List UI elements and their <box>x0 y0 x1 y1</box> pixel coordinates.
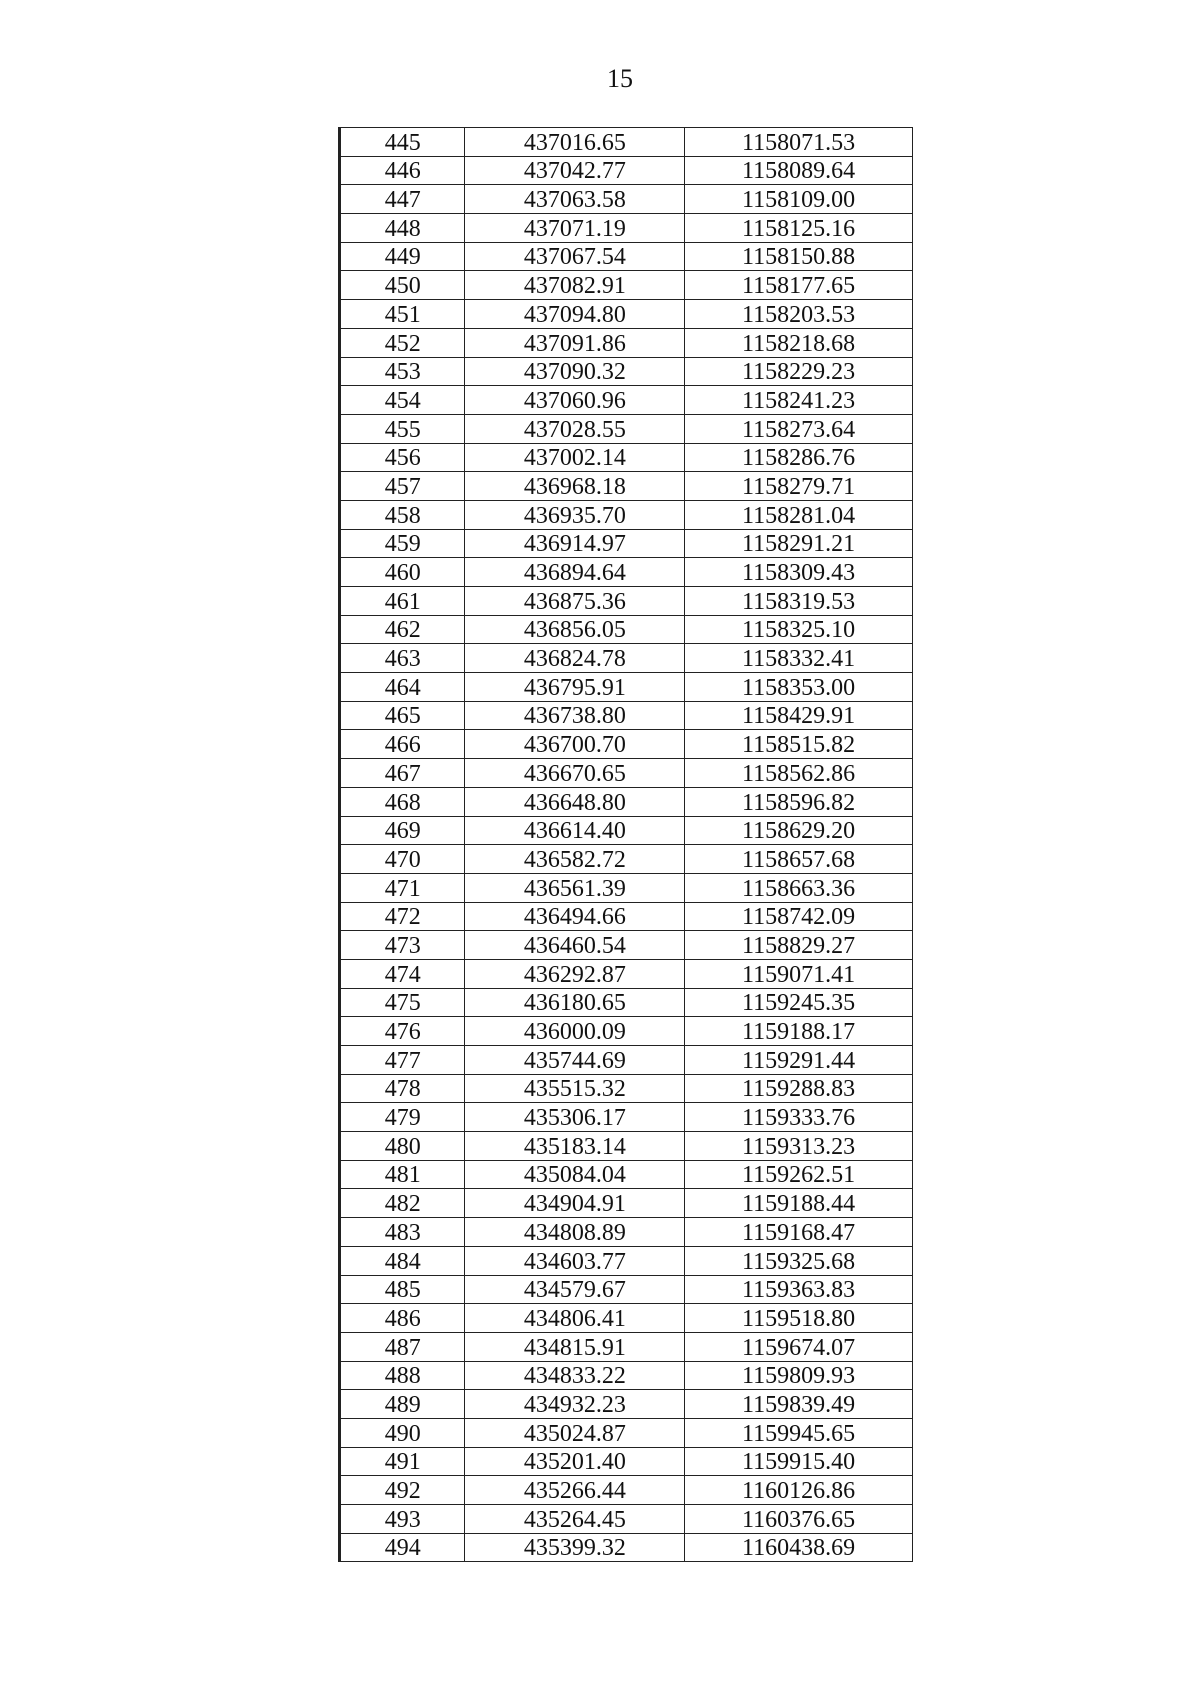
table-row <box>340 386 913 415</box>
point-number-cell: 471 <box>340 873 465 902</box>
table-row <box>340 185 913 214</box>
x-coordinate-cell: 436968.18 <box>465 472 685 501</box>
x-coordinate-cell: 434808.89 <box>465 1218 685 1247</box>
table-row <box>340 414 913 443</box>
coordinates-table <box>338 127 913 1562</box>
x-coordinate-cell: 435264.45 <box>465 1505 685 1534</box>
point-number-cell: 474 <box>340 959 465 988</box>
point-number-cell: 487 <box>340 1332 465 1361</box>
y-coordinate-cell: 1159188.44 <box>685 1189 913 1218</box>
y-coordinate-cell: 1159363.83 <box>685 1275 913 1304</box>
table-row <box>340 902 913 931</box>
y-coordinate-cell: 1158279.71 <box>685 472 913 501</box>
x-coordinate-cell: 436582.72 <box>465 845 685 874</box>
point-number-cell: 491 <box>340 1447 465 1476</box>
table-row <box>340 701 913 730</box>
y-coordinate-cell: 1158742.09 <box>685 902 913 931</box>
table-row <box>340 1304 913 1333</box>
x-coordinate-cell: 436292.87 <box>465 959 685 988</box>
y-coordinate-cell: 1158150.88 <box>685 242 913 271</box>
x-coordinate-cell: 436935.70 <box>465 500 685 529</box>
x-coordinate-cell: 436894.64 <box>465 558 685 587</box>
table-row <box>340 1103 913 1132</box>
x-coordinate-cell: 436180.65 <box>465 988 685 1017</box>
table-row <box>340 472 913 501</box>
point-number-cell: 486 <box>340 1304 465 1333</box>
point-number-cell: 468 <box>340 787 465 816</box>
table-row <box>340 214 913 243</box>
y-coordinate-cell: 1158629.20 <box>685 816 913 845</box>
y-coordinate-cell: 1159915.40 <box>685 1447 913 1476</box>
point-number-cell: 451 <box>340 300 465 329</box>
table-row <box>340 1361 913 1390</box>
table-row <box>340 873 913 902</box>
table-row <box>340 242 913 271</box>
table-row <box>340 1046 913 1075</box>
y-coordinate-cell: 1160438.69 <box>685 1533 913 1562</box>
y-coordinate-cell: 1160376.65 <box>685 1505 913 1534</box>
x-coordinate-cell: 436914.97 <box>465 529 685 558</box>
point-number-cell: 481 <box>340 1160 465 1189</box>
table-row <box>340 959 913 988</box>
x-coordinate-cell: 434815.91 <box>465 1332 685 1361</box>
y-coordinate-cell: 1158273.64 <box>685 414 913 443</box>
x-coordinate-cell: 436648.80 <box>465 787 685 816</box>
table-row <box>340 1332 913 1361</box>
x-coordinate-cell: 436614.40 <box>465 816 685 845</box>
table-row <box>340 443 913 472</box>
point-number-cell: 489 <box>340 1390 465 1419</box>
x-coordinate-cell: 437002.14 <box>465 443 685 472</box>
table-row <box>340 1447 913 1476</box>
point-number-cell: 475 <box>340 988 465 1017</box>
y-coordinate-cell: 1159291.44 <box>685 1046 913 1075</box>
table-row <box>340 988 913 1017</box>
point-number-cell: 447 <box>340 185 465 214</box>
table-row <box>340 1189 913 1218</box>
point-number-cell: 483 <box>340 1218 465 1247</box>
point-number-cell: 494 <box>340 1533 465 1562</box>
y-coordinate-cell: 1159188.17 <box>685 1017 913 1046</box>
y-coordinate-cell: 1159839.49 <box>685 1390 913 1419</box>
x-coordinate-cell: 436875.36 <box>465 587 685 616</box>
table-row <box>340 1160 913 1189</box>
y-coordinate-cell: 1158286.76 <box>685 443 913 472</box>
coordinates-table-body <box>340 128 913 1562</box>
table-row <box>340 816 913 845</box>
point-number-cell: 479 <box>340 1103 465 1132</box>
point-number-cell: 457 <box>340 472 465 501</box>
point-number-cell: 460 <box>340 558 465 587</box>
point-number-cell: 445 <box>340 128 465 157</box>
x-coordinate-cell: 435744.69 <box>465 1046 685 1075</box>
y-coordinate-cell: 1158353.00 <box>685 673 913 702</box>
table-row <box>340 615 913 644</box>
point-number-cell: 477 <box>340 1046 465 1075</box>
point-number-cell: 493 <box>340 1505 465 1534</box>
point-number-cell: 455 <box>340 414 465 443</box>
table-row <box>340 128 913 157</box>
y-coordinate-cell: 1159333.76 <box>685 1103 913 1132</box>
y-coordinate-cell: 1158281.04 <box>685 500 913 529</box>
y-coordinate-cell: 1158332.41 <box>685 644 913 673</box>
y-coordinate-cell: 1158203.53 <box>685 300 913 329</box>
y-coordinate-cell: 1158562.86 <box>685 759 913 788</box>
y-coordinate-cell: 1158657.68 <box>685 845 913 874</box>
y-coordinate-cell: 1158125.16 <box>685 214 913 243</box>
y-coordinate-cell: 1159945.65 <box>685 1418 913 1447</box>
y-coordinate-cell: 1159518.80 <box>685 1304 913 1333</box>
x-coordinate-cell: 437063.58 <box>465 185 685 214</box>
y-coordinate-cell: 1158829.27 <box>685 931 913 960</box>
x-coordinate-cell: 435306.17 <box>465 1103 685 1132</box>
table-row <box>340 1275 913 1304</box>
table-row <box>340 644 913 673</box>
point-number-cell: 478 <box>340 1074 465 1103</box>
table-row <box>340 1505 913 1534</box>
x-coordinate-cell: 437042.77 <box>465 156 685 185</box>
x-coordinate-cell: 435084.04 <box>465 1160 685 1189</box>
table-row <box>340 1246 913 1275</box>
x-coordinate-cell: 434806.41 <box>465 1304 685 1333</box>
x-coordinate-cell: 437071.19 <box>465 214 685 243</box>
point-number-cell: 456 <box>340 443 465 472</box>
table-row <box>340 730 913 759</box>
y-coordinate-cell: 1159674.07 <box>685 1332 913 1361</box>
table-row <box>340 1533 913 1562</box>
point-number-cell: 480 <box>340 1132 465 1161</box>
x-coordinate-cell: 436795.91 <box>465 673 685 702</box>
table-row <box>340 673 913 702</box>
table-row <box>340 759 913 788</box>
x-coordinate-cell: 437090.32 <box>465 357 685 386</box>
y-coordinate-cell: 1158089.64 <box>685 156 913 185</box>
table-row <box>340 787 913 816</box>
table-row <box>340 587 913 616</box>
y-coordinate-cell: 1158596.82 <box>685 787 913 816</box>
table-row <box>340 500 913 529</box>
point-number-cell: 488 <box>340 1361 465 1390</box>
point-number-cell: 463 <box>340 644 465 673</box>
y-coordinate-cell: 1158309.43 <box>685 558 913 587</box>
point-number-cell: 473 <box>340 931 465 960</box>
y-coordinate-cell: 1158319.53 <box>685 587 913 616</box>
table-row <box>340 931 913 960</box>
point-number-cell: 459 <box>340 529 465 558</box>
point-number-cell: 485 <box>340 1275 465 1304</box>
table-row <box>340 1132 913 1161</box>
x-coordinate-cell: 437091.86 <box>465 328 685 357</box>
point-number-cell: 450 <box>340 271 465 300</box>
y-coordinate-cell: 1159809.93 <box>685 1361 913 1390</box>
x-coordinate-cell: 435183.14 <box>465 1132 685 1161</box>
y-coordinate-cell: 1158429.91 <box>685 701 913 730</box>
x-coordinate-cell: 436460.54 <box>465 931 685 960</box>
x-coordinate-cell: 434579.67 <box>465 1275 685 1304</box>
point-number-cell: 454 <box>340 386 465 415</box>
table-row <box>340 558 913 587</box>
y-coordinate-cell: 1159262.51 <box>685 1160 913 1189</box>
y-coordinate-cell: 1158663.36 <box>685 873 913 902</box>
y-coordinate-cell: 1158515.82 <box>685 730 913 759</box>
table-row <box>340 156 913 185</box>
x-coordinate-cell: 436561.39 <box>465 873 685 902</box>
y-coordinate-cell: 1158218.68 <box>685 328 913 357</box>
y-coordinate-cell: 1159168.47 <box>685 1218 913 1247</box>
point-number-cell: 446 <box>340 156 465 185</box>
x-coordinate-cell: 436856.05 <box>465 615 685 644</box>
x-coordinate-cell: 436494.66 <box>465 902 685 931</box>
point-number-cell: 453 <box>340 357 465 386</box>
point-number-cell: 458 <box>340 500 465 529</box>
y-coordinate-cell: 1159325.68 <box>685 1246 913 1275</box>
point-number-cell: 490 <box>340 1418 465 1447</box>
y-coordinate-cell: 1158071.53 <box>685 128 913 157</box>
table-row <box>340 271 913 300</box>
table-row <box>340 357 913 386</box>
table-row <box>340 1418 913 1447</box>
y-coordinate-cell: 1160126.86 <box>685 1476 913 1505</box>
table-row <box>340 1476 913 1505</box>
x-coordinate-cell: 435399.32 <box>465 1533 685 1562</box>
x-coordinate-cell: 435201.40 <box>465 1447 685 1476</box>
point-number-cell: 492 <box>340 1476 465 1505</box>
x-coordinate-cell: 437082.91 <box>465 271 685 300</box>
table-row <box>340 845 913 874</box>
point-number-cell: 476 <box>340 1017 465 1046</box>
point-number-cell: 467 <box>340 759 465 788</box>
y-coordinate-cell: 1159288.83 <box>685 1074 913 1103</box>
y-coordinate-cell: 1158291.21 <box>685 529 913 558</box>
x-coordinate-cell: 437060.96 <box>465 386 685 415</box>
x-coordinate-cell: 434603.77 <box>465 1246 685 1275</box>
table-row <box>340 1390 913 1419</box>
point-number-cell: 452 <box>340 328 465 357</box>
x-coordinate-cell: 435024.87 <box>465 1418 685 1447</box>
table-row <box>340 1074 913 1103</box>
x-coordinate-cell: 434833.22 <box>465 1361 685 1390</box>
x-coordinate-cell: 435515.32 <box>465 1074 685 1103</box>
x-coordinate-cell: 435266.44 <box>465 1476 685 1505</box>
point-number-cell: 464 <box>340 673 465 702</box>
x-coordinate-cell: 434932.23 <box>465 1390 685 1419</box>
point-number-cell: 472 <box>340 902 465 931</box>
x-coordinate-cell: 437028.55 <box>465 414 685 443</box>
x-coordinate-cell: 434904.91 <box>465 1189 685 1218</box>
table-row <box>340 529 913 558</box>
point-number-cell: 466 <box>340 730 465 759</box>
y-coordinate-cell: 1158177.65 <box>685 271 913 300</box>
y-coordinate-cell: 1158229.23 <box>685 357 913 386</box>
y-coordinate-cell: 1158325.10 <box>685 615 913 644</box>
y-coordinate-cell: 1158109.00 <box>685 185 913 214</box>
table-row <box>340 1218 913 1247</box>
y-coordinate-cell: 1159071.41 <box>685 959 913 988</box>
x-coordinate-cell: 437016.65 <box>465 128 685 157</box>
point-number-cell: 470 <box>340 845 465 874</box>
x-coordinate-cell: 437094.80 <box>465 300 685 329</box>
y-coordinate-cell: 1159313.23 <box>685 1132 913 1161</box>
table-row <box>340 1017 913 1046</box>
page-number: 15 <box>607 64 633 93</box>
x-coordinate-cell: 436824.78 <box>465 644 685 673</box>
x-coordinate-cell: 436000.09 <box>465 1017 685 1046</box>
point-number-cell: 484 <box>340 1246 465 1275</box>
x-coordinate-cell: 437067.54 <box>465 242 685 271</box>
point-number-cell: 461 <box>340 587 465 616</box>
point-number-cell: 448 <box>340 214 465 243</box>
point-number-cell: 469 <box>340 816 465 845</box>
point-number-cell: 462 <box>340 615 465 644</box>
y-coordinate-cell: 1158241.23 <box>685 386 913 415</box>
point-number-cell: 482 <box>340 1189 465 1218</box>
x-coordinate-cell: 436670.65 <box>465 759 685 788</box>
x-coordinate-cell: 436738.80 <box>465 701 685 730</box>
table-row <box>340 328 913 357</box>
point-number-cell: 449 <box>340 242 465 271</box>
x-coordinate-cell: 436700.70 <box>465 730 685 759</box>
y-coordinate-cell: 1159245.35 <box>685 988 913 1017</box>
table-row <box>340 300 913 329</box>
point-number-cell: 465 <box>340 701 465 730</box>
